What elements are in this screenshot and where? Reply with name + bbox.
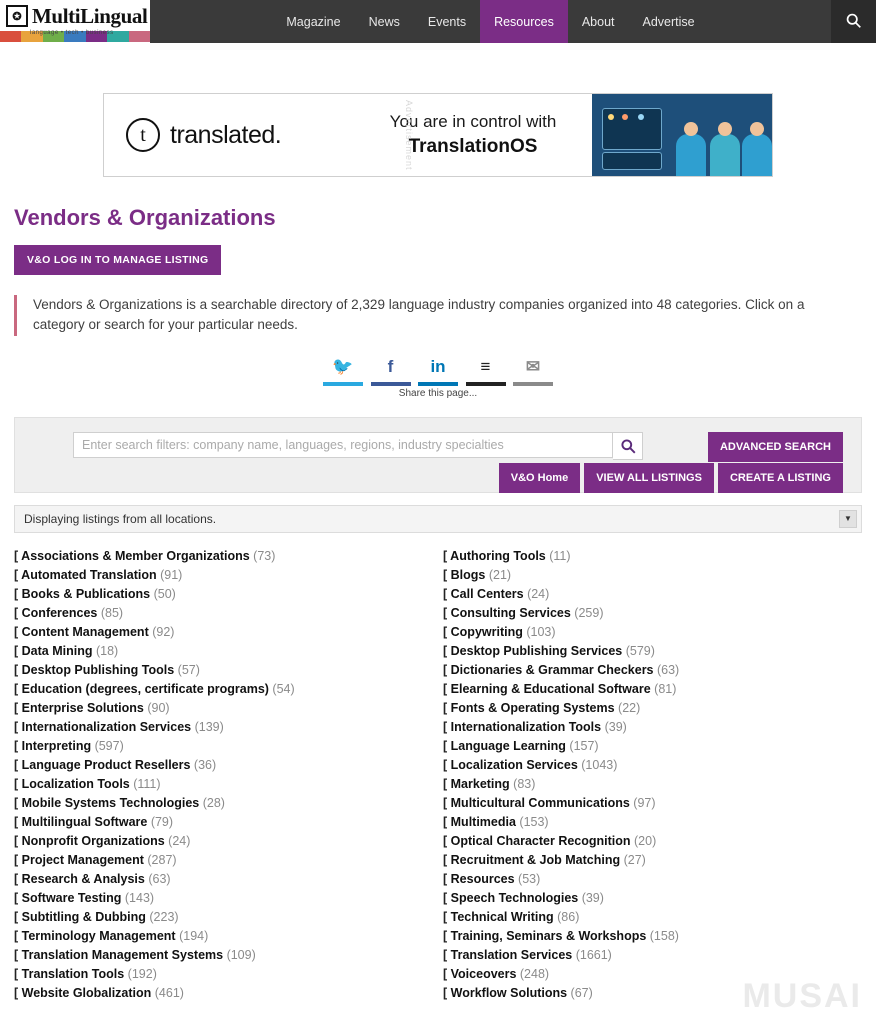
category-item[interactable] xyxy=(443,775,862,794)
category-bracket-open: [ xyxy=(443,966,451,981)
category-bracket-open: [ xyxy=(14,852,22,867)
category-count: (158) xyxy=(646,928,679,943)
intro-text: Vendors & Organizations is a searchable directory of 2,329 language industry companies organized into 48 categories. Click on a category or search for your particular needs. xyxy=(14,295,824,336)
category-count: (28) xyxy=(199,795,225,810)
category-link[interactable]: Multilingual Software xyxy=(21,814,148,829)
category-link[interactable]: Localization Tools xyxy=(21,776,130,791)
category-count: (63) xyxy=(144,871,171,886)
category-bracket-open: [ xyxy=(443,548,451,563)
category-bracket-open: [ xyxy=(443,871,451,886)
category-item[interactable] xyxy=(14,699,433,718)
category-count: (24) xyxy=(164,833,191,848)
category-link[interactable]: Interpreting xyxy=(21,738,92,753)
category-bracket-open: [ xyxy=(443,681,451,696)
logo-stripe-6 xyxy=(129,31,150,42)
location-filter-label: Displaying listings from all locations. xyxy=(24,511,217,526)
category-count: (79) xyxy=(147,814,174,829)
category-item[interactable] xyxy=(443,585,862,604)
category-bracket-open: [ xyxy=(443,833,451,848)
search-panel xyxy=(14,417,862,493)
category-item[interactable] xyxy=(14,908,433,927)
category-count: (109) xyxy=(223,947,256,962)
advertisement-area xyxy=(0,43,876,177)
search-input[interactable]: Enter search filters: company name, languages, regions, industry specialties xyxy=(73,432,613,458)
category-link[interactable]: Language Product Resellers xyxy=(21,757,191,772)
category-bracket-open: [ xyxy=(14,928,22,943)
category-link[interactable]: Elearning & Educational Software xyxy=(450,681,651,696)
category-link[interactable]: Optical Character Recognition xyxy=(450,833,631,848)
category-bracket-open: [ xyxy=(14,757,22,772)
category-bracket-open: [ xyxy=(14,814,22,829)
category-link[interactable]: Training, Seminars & Workshops xyxy=(450,928,647,943)
category-bracket-open: [ xyxy=(14,947,22,962)
category-item[interactable] xyxy=(14,851,433,870)
share-linkedin-bar xyxy=(418,382,458,386)
category-item[interactable] xyxy=(443,870,862,889)
nav-item-events[interactable]: Events xyxy=(427,14,467,29)
category-bracket-open: [ xyxy=(14,643,22,658)
banner-headline-line1: You are in control with xyxy=(389,111,557,131)
category-bracket-open: [ xyxy=(14,719,22,734)
category-bracket-open: [ xyxy=(14,624,22,639)
share-buffer-bar xyxy=(466,382,506,386)
category-count: (63) xyxy=(653,662,680,677)
category-link[interactable]: Multicultural Communications xyxy=(450,795,630,810)
category-item[interactable] xyxy=(443,642,862,661)
category-bracket-open: [ xyxy=(443,814,451,829)
category-item[interactable] xyxy=(443,927,862,946)
category-item[interactable] xyxy=(14,566,433,585)
category-bracket-open: [ xyxy=(443,643,451,658)
category-item[interactable] xyxy=(14,927,433,946)
category-item[interactable] xyxy=(14,718,433,737)
category-bracket-open: [ xyxy=(443,947,451,962)
category-count: (53) xyxy=(514,871,541,886)
category-link[interactable]: Translation Services xyxy=(450,947,573,962)
nav-item-resources[interactable]: Resources xyxy=(480,0,568,43)
category-count: (54) xyxy=(268,681,295,696)
category-bracket-open: [ xyxy=(14,909,22,924)
category-bracket-open: [ xyxy=(14,567,22,582)
category-link[interactable]: Enterprise Solutions xyxy=(21,700,144,715)
facebook-icon: f xyxy=(387,356,394,376)
category-count: (111) xyxy=(129,776,161,791)
category-link[interactable]: Recruitment & Job Matching xyxy=(450,852,621,867)
category-link[interactable]: Workflow Solutions xyxy=(450,985,568,1000)
category-count: (1661) xyxy=(572,947,612,962)
category-link[interactable]: Resources xyxy=(450,871,515,886)
category-count: (192) xyxy=(124,966,157,981)
category-count: (24) xyxy=(523,586,550,601)
category-item[interactable] xyxy=(14,737,433,756)
category-item[interactable] xyxy=(14,794,433,813)
category-item[interactable] xyxy=(14,813,433,832)
page-content xyxy=(0,205,876,1003)
chevron-down-icon[interactable]: ▼ xyxy=(839,510,857,528)
share-facebook-button[interactable] xyxy=(371,356,411,386)
category-count: (461) xyxy=(151,985,184,1000)
category-count: (39) xyxy=(578,890,604,905)
category-count: (50) xyxy=(150,586,176,601)
category-item[interactable] xyxy=(14,547,433,566)
category-count: (21) xyxy=(485,567,512,582)
category-item[interactable] xyxy=(14,984,433,1003)
category-item[interactable] xyxy=(443,547,862,566)
category-count: (85) xyxy=(97,605,124,620)
category-bracket-open: [ xyxy=(14,795,22,810)
category-item[interactable] xyxy=(443,889,862,908)
nav-item-advertise[interactable]: Advertise xyxy=(642,14,695,29)
category-item[interactable] xyxy=(443,566,862,585)
category-link[interactable]: Desktop Publishing Services xyxy=(450,643,623,658)
category-count: (36) xyxy=(190,757,217,772)
site-logo[interactable] xyxy=(0,0,150,43)
category-count: (139) xyxy=(191,719,224,734)
category-link[interactable]: Copywriting xyxy=(450,624,523,639)
category-count: (97) xyxy=(629,795,656,810)
logo-stripe-0 xyxy=(0,31,21,42)
category-item[interactable] xyxy=(14,585,433,604)
category-count: (27) xyxy=(620,852,646,867)
category-count: (194) xyxy=(175,928,209,943)
category-count: (287) xyxy=(143,852,177,867)
header-search-button[interactable] xyxy=(831,0,876,43)
category-item[interactable] xyxy=(443,851,862,870)
category-count: (1043) xyxy=(577,757,618,772)
category-bracket-open: [ xyxy=(443,795,451,810)
share-email-button[interactable] xyxy=(513,356,553,386)
category-item[interactable] xyxy=(443,908,862,927)
category-item[interactable] xyxy=(14,946,433,965)
view-all-listings-button[interactable]: VIEW ALL LISTINGS xyxy=(584,463,714,493)
category-count: (103) xyxy=(522,624,556,639)
category-link[interactable]: Associations & Member Organizations xyxy=(21,548,250,563)
location-filter[interactable] xyxy=(14,505,862,533)
category-bracket-open: [ xyxy=(14,548,22,563)
category-count: (223) xyxy=(145,909,179,924)
category-bracket-open: [ xyxy=(14,586,22,601)
banner-headline xyxy=(354,111,592,160)
share-facebook-bar xyxy=(371,382,411,386)
search-icon xyxy=(845,12,862,32)
share-twitter-bar xyxy=(323,382,363,386)
banner-watermark: Advertisement xyxy=(404,100,414,171)
category-bracket-open: [ xyxy=(443,719,451,734)
share-label: Share this page... xyxy=(398,387,478,399)
category-count: (91) xyxy=(156,567,183,582)
category-link[interactable]: Fonts & Operating Systems xyxy=(450,700,615,715)
category-link[interactable]: Translation Management Systems xyxy=(21,947,224,962)
category-link[interactable]: Automated Translation xyxy=(21,567,157,582)
share-linkedin-button[interactable] xyxy=(418,356,458,386)
category-bracket-open: [ xyxy=(443,662,451,677)
category-bracket-open: [ xyxy=(443,700,451,715)
advanced-search-button[interactable]: ADVANCED SEARCH xyxy=(708,432,843,462)
create-listing-button[interactable]: CREATE A LISTING xyxy=(718,463,843,493)
category-count: (259) xyxy=(570,605,604,620)
category-link[interactable]: Terminology Management xyxy=(21,928,176,943)
category-item[interactable] xyxy=(443,623,862,642)
category-count: (90) xyxy=(143,700,170,715)
category-link[interactable]: Mobile Systems Technologies xyxy=(21,795,200,810)
category-item[interactable] xyxy=(14,832,433,851)
category-link[interactable]: Multimedia xyxy=(450,814,516,829)
category-bracket-open: [ xyxy=(14,966,22,981)
category-bracket-open: [ xyxy=(443,909,451,924)
category-item[interactable] xyxy=(14,965,433,984)
category-bracket-open: [ xyxy=(443,567,451,582)
logo-main xyxy=(0,1,150,31)
category-link[interactable]: Voiceovers xyxy=(450,966,517,981)
category-bracket-open: [ xyxy=(443,605,451,620)
category-count: (153) xyxy=(515,814,549,829)
email-icon: ✉ xyxy=(525,356,541,376)
category-column-right xyxy=(443,547,862,1003)
search-action-buttons xyxy=(499,463,843,493)
share-bar xyxy=(323,356,553,399)
vo-home-button[interactable]: V&O Home xyxy=(499,463,580,493)
category-item[interactable] xyxy=(14,870,433,889)
category-count: (143) xyxy=(121,890,155,905)
category-link[interactable]: Technical Writing xyxy=(450,909,554,924)
category-count: (67) xyxy=(567,985,593,1000)
category-link[interactable]: Localization Services xyxy=(450,757,578,772)
category-item[interactable] xyxy=(443,832,862,851)
category-bracket-open: [ xyxy=(14,833,22,848)
translated-logo-icon: t xyxy=(126,118,160,152)
category-bracket-open: [ xyxy=(443,852,451,867)
main-navigation xyxy=(150,0,831,43)
category-link[interactable]: Software Testing xyxy=(21,890,122,905)
category-count: (20) xyxy=(630,833,657,848)
category-link[interactable]: Dictionaries & Grammar Checkers xyxy=(450,662,654,677)
category-link[interactable]: Call Centers xyxy=(450,586,524,601)
nav-item-news[interactable]: News xyxy=(368,14,400,29)
category-list xyxy=(14,547,862,1003)
category-link[interactable]: Translation Tools xyxy=(21,966,125,981)
share-email-bar xyxy=(513,382,553,386)
category-link[interactable]: Education (degrees, certificate programs) xyxy=(21,681,269,696)
category-link[interactable]: Nonprofit Organizations xyxy=(21,833,165,848)
twitter-icon: 🐦 xyxy=(332,356,354,376)
category-count: (597) xyxy=(91,738,124,753)
image-watermark: MUSAI xyxy=(742,977,862,1015)
category-item[interactable] xyxy=(14,623,433,642)
category-item[interactable] xyxy=(443,718,862,737)
category-count: (39) xyxy=(601,719,627,734)
category-link[interactable]: Conferences xyxy=(21,605,98,620)
category-bracket-open: [ xyxy=(14,890,22,905)
category-count: (57) xyxy=(174,662,200,677)
category-bracket-open: [ xyxy=(14,776,22,791)
category-count: (248) xyxy=(516,966,550,981)
category-bracket-open: [ xyxy=(443,624,451,639)
category-count: (18) xyxy=(92,643,119,658)
category-item[interactable] xyxy=(14,680,433,699)
category-item[interactable] xyxy=(14,756,433,775)
banner-brand-block xyxy=(104,118,354,152)
category-bracket-open: [ xyxy=(443,586,451,601)
category-bracket-open: [ xyxy=(14,985,22,1000)
category-count: (73) xyxy=(249,548,276,563)
category-column-left xyxy=(14,547,433,1003)
category-link[interactable]: Content Management xyxy=(21,624,149,639)
category-item[interactable] xyxy=(443,794,862,813)
category-count: (86) xyxy=(553,909,580,924)
category-count: (11) xyxy=(545,548,571,563)
category-bracket-open: [ xyxy=(443,890,451,905)
share-buffer-button[interactable] xyxy=(466,356,506,386)
linkedin-icon: in xyxy=(430,356,446,376)
category-item[interactable] xyxy=(14,604,433,623)
category-link[interactable]: Authoring Tools xyxy=(450,548,546,563)
category-count: (92) xyxy=(148,624,175,639)
banner-illustration xyxy=(592,94,772,176)
category-link[interactable]: Project Management xyxy=(21,852,144,867)
category-item[interactable] xyxy=(443,756,862,775)
category-link[interactable]: Books & Publications xyxy=(21,586,151,601)
category-bracket-open: [ xyxy=(443,776,451,791)
category-bracket-open: [ xyxy=(14,681,22,696)
category-link[interactable]: Blogs xyxy=(450,567,486,582)
logo-tagline: language • tech • business xyxy=(30,30,114,36)
vo-login-button[interactable]: V&O LOG IN TO MANAGE LISTING xyxy=(14,245,221,275)
category-link[interactable]: Website Globalization xyxy=(21,985,152,1000)
category-bracket-open: [ xyxy=(443,738,451,753)
translated-banner-ad[interactable] xyxy=(103,93,773,177)
category-item[interactable] xyxy=(14,642,433,661)
category-item[interactable] xyxy=(14,889,433,908)
logo-mark-icon: ✪ xyxy=(6,5,28,27)
logo-wordmark: MultiLingual xyxy=(32,3,148,28)
category-item[interactable] xyxy=(443,699,862,718)
category-link[interactable]: Desktop Publishing Tools xyxy=(21,662,175,677)
category-count: (157) xyxy=(565,738,599,753)
category-count: (83) xyxy=(509,776,536,791)
nav-item-about[interactable]: About xyxy=(581,14,615,29)
category-link[interactable]: Internationalization Tools xyxy=(450,719,602,734)
category-bracket-open: [ xyxy=(14,605,22,620)
category-item[interactable] xyxy=(14,775,433,794)
category-link[interactable]: Consulting Services xyxy=(450,605,571,620)
category-item[interactable] xyxy=(443,946,862,965)
category-link[interactable]: Language Learning xyxy=(450,738,566,753)
category-count: (22) xyxy=(614,700,641,715)
search-submit-button[interactable] xyxy=(613,432,643,460)
share-icon-list xyxy=(323,356,553,386)
category-item[interactable] xyxy=(443,680,862,699)
category-link[interactable]: Research & Analysis xyxy=(21,871,145,886)
category-link[interactable]: Internationalization Services xyxy=(21,719,192,734)
category-bracket-open: [ xyxy=(14,871,22,886)
banner-brand-name: translated. xyxy=(170,120,282,149)
category-item[interactable] xyxy=(443,737,862,756)
site-header xyxy=(0,0,876,43)
category-item[interactable] xyxy=(443,661,862,680)
share-twitter-button[interactable] xyxy=(323,356,363,386)
category-link[interactable]: Data Mining xyxy=(21,643,93,658)
category-bracket-open: [ xyxy=(443,928,451,943)
category-bracket-open: [ xyxy=(443,985,451,1000)
category-link[interactable]: Marketing xyxy=(450,776,510,791)
category-bracket-open: [ xyxy=(443,757,451,772)
category-item[interactable] xyxy=(443,604,862,623)
buffer-icon: ≡ xyxy=(480,356,491,376)
banner-headline-line2: TranslationOS xyxy=(408,135,538,157)
category-count: (81) xyxy=(650,681,677,696)
category-count: (579) xyxy=(622,643,655,658)
page-title: Vendors & Organizations xyxy=(14,205,276,230)
category-item[interactable] xyxy=(14,661,433,680)
category-link[interactable]: Subtitling & Dubbing xyxy=(21,909,146,924)
category-link[interactable]: Speech Technologies xyxy=(450,890,579,905)
category-item[interactable] xyxy=(443,813,862,832)
category-bracket-open: [ xyxy=(14,700,22,715)
category-bracket-open: [ xyxy=(14,738,22,753)
nav-item-magazine[interactable]: Magazine xyxy=(286,14,341,29)
category-bracket-open: [ xyxy=(14,662,22,677)
